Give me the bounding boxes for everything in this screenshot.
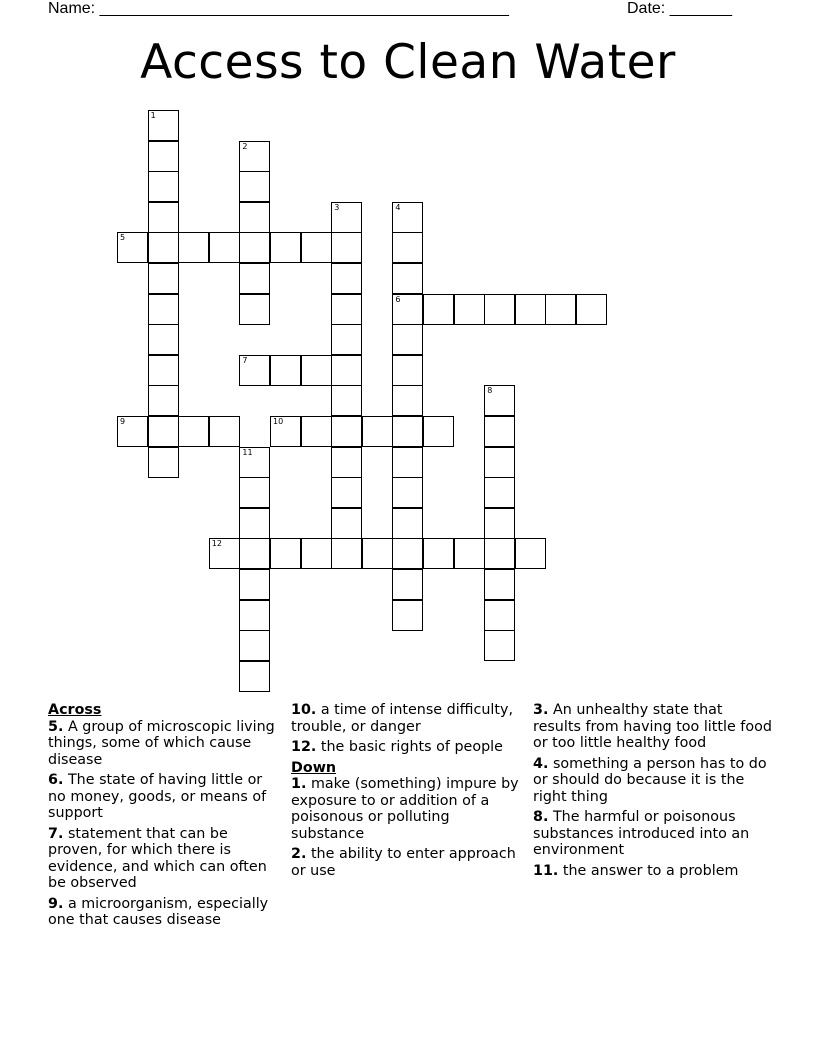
grid-cell[interactable] bbox=[331, 263, 362, 294]
grid-cell[interactable] bbox=[148, 447, 179, 478]
grid-cell[interactable] bbox=[423, 538, 454, 569]
grid-cell[interactable] bbox=[239, 294, 270, 325]
grid-cell[interactable] bbox=[270, 232, 301, 263]
grid-cell[interactable] bbox=[362, 416, 393, 447]
grid-cell[interactable] bbox=[392, 263, 423, 294]
clue-number-label: 10 bbox=[273, 417, 284, 426]
grid-cell[interactable] bbox=[362, 538, 393, 569]
clue-number-label: 8 bbox=[487, 386, 493, 396]
grid-cell[interactable] bbox=[239, 232, 270, 263]
name-field-line[interactable]: Name: ______________________________________________ bbox=[48, 0, 509, 17]
clue-across-12 bbox=[291, 739, 523, 756]
grid-cell[interactable] bbox=[484, 600, 515, 631]
grid-cell[interactable] bbox=[148, 110, 179, 141]
date-field-line[interactable]: Date: _______ bbox=[627, 0, 732, 17]
clue-number: 12. bbox=[291, 739, 317, 755]
grid-cell[interactable] bbox=[331, 508, 362, 539]
clue-number: 5. bbox=[48, 718, 64, 735]
grid-cell[interactable] bbox=[392, 538, 423, 569]
grid-cell[interactable] bbox=[484, 538, 515, 569]
grid-cell[interactable] bbox=[239, 569, 270, 600]
clue-number: 4. bbox=[533, 755, 549, 772]
grid-cell[interactable] bbox=[239, 661, 270, 692]
grid-cell[interactable] bbox=[239, 508, 270, 539]
clue-text: The harmful or poisonous substances introduced into an environment bbox=[533, 809, 750, 858]
grid-cell[interactable] bbox=[331, 294, 362, 325]
grid-cell[interactable] bbox=[545, 294, 576, 325]
clue-text: a time of intense difficulty, trouble, or danger bbox=[291, 702, 514, 735]
grid-cell[interactable] bbox=[392, 569, 423, 600]
grid-cell[interactable] bbox=[239, 447, 270, 478]
grid-cell[interactable] bbox=[576, 294, 607, 325]
grid-cell[interactable] bbox=[148, 355, 179, 386]
grid-cell[interactable] bbox=[331, 385, 362, 416]
grid-cell[interactable] bbox=[392, 202, 423, 233]
grid-cell[interactable] bbox=[392, 324, 423, 355]
clue-number-label: 6 bbox=[395, 294, 401, 304]
clue-across-7 bbox=[48, 826, 283, 892]
grid-cell[interactable] bbox=[239, 263, 270, 294]
grid-cell[interactable] bbox=[331, 416, 362, 447]
grid-cell[interactable] bbox=[148, 202, 179, 233]
grid-cell[interactable] bbox=[148, 171, 179, 202]
grid-cell[interactable] bbox=[148, 385, 179, 416]
grid-cell[interactable] bbox=[270, 416, 301, 447]
grid-cell[interactable] bbox=[239, 171, 270, 202]
grid-cell[interactable] bbox=[301, 232, 332, 263]
grid-cell[interactable] bbox=[392, 416, 423, 447]
clue-number: 9. bbox=[48, 895, 64, 912]
clue-down-8 bbox=[533, 809, 773, 859]
grid-cell[interactable] bbox=[515, 538, 546, 569]
clue-number-label: 5 bbox=[120, 233, 126, 243]
clue-down-3 bbox=[533, 702, 773, 752]
grid-cell[interactable] bbox=[392, 232, 423, 263]
clue-text: something a person has to do or should do because it is the right thing bbox=[533, 755, 767, 805]
grid-cell[interactable] bbox=[209, 416, 240, 447]
grid-cell[interactable] bbox=[148, 141, 179, 172]
grid-cell[interactable] bbox=[423, 294, 454, 325]
grid-cell[interactable] bbox=[209, 538, 240, 569]
grid-cell[interactable] bbox=[484, 630, 515, 661]
clue-number-label: 2 bbox=[242, 141, 248, 151]
clues-column-3 bbox=[533, 702, 773, 883]
clue-text: A group of microscopic living things, some of which cause disease bbox=[48, 718, 275, 768]
grid-cell[interactable] bbox=[239, 538, 270, 569]
grid-cell[interactable] bbox=[270, 538, 301, 569]
grid-cell[interactable] bbox=[331, 232, 362, 263]
clue-across-9 bbox=[48, 896, 283, 929]
grid-cell[interactable] bbox=[454, 538, 485, 569]
grid-cell[interactable] bbox=[331, 355, 362, 386]
clue-number-label: 4 bbox=[395, 202, 401, 212]
grid-cell[interactable] bbox=[239, 141, 270, 172]
clues-column-2 bbox=[291, 702, 523, 883]
clue-down-1 bbox=[291, 776, 523, 842]
clue-number-label: 7 bbox=[242, 355, 248, 365]
grid-cell[interactable] bbox=[331, 324, 362, 355]
clue-number-label: 1 bbox=[150, 111, 156, 120]
clue-number-label: 11 bbox=[242, 447, 253, 457]
grid-cell[interactable] bbox=[515, 294, 546, 325]
clue-text: statement that can be proven, for which there is evidence, and which can often be observed bbox=[48, 825, 267, 891]
grid-cell[interactable] bbox=[392, 508, 423, 539]
grid-cell[interactable] bbox=[178, 232, 209, 263]
clue-text: the answer to a problem bbox=[562, 862, 739, 879]
grid-cell[interactable] bbox=[148, 294, 179, 325]
clue-number-label: 3 bbox=[334, 202, 340, 212]
clue-text: make (something) impure by exposure to or addition of a poisonous or polluting substance bbox=[291, 776, 519, 842]
clue-number: 11. bbox=[533, 862, 559, 879]
clue-across-6 bbox=[48, 772, 283, 822]
clue-across-5 bbox=[48, 719, 283, 769]
grid-cell[interactable] bbox=[148, 324, 179, 355]
grid-cell[interactable] bbox=[239, 477, 270, 508]
grid-cell[interactable] bbox=[301, 538, 332, 569]
grid-cell[interactable] bbox=[484, 477, 515, 508]
grid-cell[interactable] bbox=[331, 202, 362, 233]
down-heading: Down bbox=[291, 759, 337, 776]
grid-cell[interactable] bbox=[392, 294, 423, 325]
clue-down-11 bbox=[533, 863, 773, 880]
grid-cell[interactable] bbox=[484, 385, 515, 416]
grid-cell[interactable] bbox=[484, 508, 515, 539]
grid-cell[interactable] bbox=[209, 232, 240, 263]
grid-cell[interactable] bbox=[331, 447, 362, 478]
clue-down-4 bbox=[533, 756, 773, 806]
grid-cell[interactable] bbox=[148, 416, 179, 447]
grid-cell[interactable] bbox=[301, 416, 332, 447]
grid-cell[interactable] bbox=[331, 477, 362, 508]
page-title: Access to Clean Water bbox=[140, 35, 676, 90]
grid-cell[interactable] bbox=[178, 416, 209, 447]
grid-cell[interactable] bbox=[117, 232, 148, 263]
clue-text: the basic rights of people bbox=[320, 739, 503, 755]
grid-cell[interactable] bbox=[239, 630, 270, 661]
grid-cell[interactable] bbox=[484, 569, 515, 600]
clue-number: 2. bbox=[291, 846, 307, 862]
grid-cell[interactable] bbox=[392, 600, 423, 631]
grid-cell[interactable] bbox=[484, 294, 515, 325]
grid-cell[interactable] bbox=[484, 416, 515, 447]
grid-cell[interactable] bbox=[392, 355, 423, 386]
grid-cell[interactable] bbox=[148, 232, 179, 263]
grid-cell[interactable] bbox=[239, 355, 270, 386]
grid-cell[interactable] bbox=[392, 385, 423, 416]
grid-cell[interactable] bbox=[423, 416, 454, 447]
clue-number: 10. bbox=[291, 702, 317, 718]
clue-number: 8. bbox=[533, 809, 549, 825]
clue-text: The state of having little or no money, goods, or means of support bbox=[48, 772, 267, 821]
grid-cell[interactable] bbox=[454, 294, 485, 325]
grid-cell[interactable] bbox=[239, 600, 270, 631]
grid-cell[interactable] bbox=[148, 263, 179, 294]
clue-number: 1. bbox=[291, 776, 307, 792]
grid-cell[interactable] bbox=[239, 202, 270, 233]
clue-text: the ability to enter approach or use bbox=[291, 846, 516, 879]
clue-number: 6. bbox=[48, 772, 64, 788]
across-heading: Across bbox=[48, 702, 102, 718]
clue-across-10 bbox=[291, 702, 523, 735]
clue-down-2 bbox=[291, 846, 523, 879]
clue-number-label: 9 bbox=[120, 417, 126, 426]
clue-text: a microorganism, especially one that causes disease bbox=[48, 895, 269, 928]
clue-number: 3. bbox=[533, 702, 549, 718]
clue-text: An unhealthy state that results from having too little food or too little healthy food bbox=[533, 702, 772, 751]
grid-cell[interactable] bbox=[484, 447, 515, 478]
grid-cell[interactable] bbox=[117, 416, 148, 447]
grid-cell[interactable] bbox=[270, 355, 301, 386]
clues-column-1 bbox=[48, 702, 283, 933]
clue-number: 7. bbox=[48, 825, 64, 842]
grid-cell[interactable] bbox=[392, 477, 423, 508]
grid-cell[interactable] bbox=[331, 538, 362, 569]
grid-cell[interactable] bbox=[301, 355, 332, 386]
grid-cell[interactable] bbox=[392, 447, 423, 478]
clue-number-label: 12 bbox=[211, 539, 222, 549]
